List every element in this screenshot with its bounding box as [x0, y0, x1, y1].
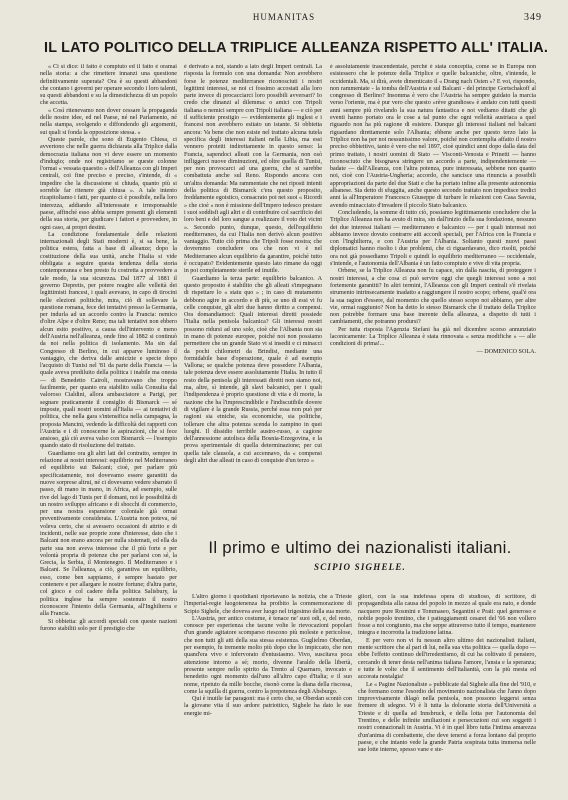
article-byline: SCIPIO SIGHELE. [313, 562, 407, 572]
page-number: 349 [524, 12, 542, 23]
article-column-1 [40, 64, 177, 788]
paragraph: Per tutta risposta l'Agenzia Stefani ha già nel dicembre scorso annunziato laconicamente: La Triplice Alleanza è stata rinnovata « senza modifiche » — alle condizioni di prima!... [330, 326, 536, 348]
paragraph: « Ci si dice: il fatto è compiuto ed il fatto è oramai nella storia: a che rimettere innanzi una questione definitivamente superata? Ora è su questi abbandoni che contano i governi per operare secondo i loro talenti, su questi abbandoni e su la dimestichezza di un popolo che accetta. [40, 64, 177, 107]
paragraph: Le « Pagine Nazionaliste » pubblicate dal Sighele alla fine del '910, e che formano come l'esordio del movimento nazionalista che l'anno dopo improvvisamente dilagò nella penisola, non possono leggersi senza fremere di sdegno. Vi è li tutta la dolorante storia dell'Università a Trieste e di quella ad Innsbruck, e della lotta per l'autonomia del Trentino, e delle infinite umiliazioni e persecuzioni cui son soggetti i nostri connazionali in Austria. Vi è in quel libro tutta l'intima amarezza d'un'anima di combattente, che deve tenersi a forza lontano dal proprio paese, e che intanto vede la grande Patria sospirata tutta immersa nelle sue lotte interne, spesso vane e ste- [358, 681, 536, 754]
paragraph: La condizione fondamentale delle relazioni internazionali degli Stati moderni è, si sa bene, la politica estera, fatta a base di alleanze; dopo la costituzione della sua unità, anche l'Italia si vide obbligata a seguire questa tendenza della storia contemporanea e ben presto fu costretta a provvedere a tale modo, la sua sicurezza. Dal 1877 al 1881 il governo Depretis, per potere reagire alle velleità dei legittimisti francesi, i quali avevano, in capo di tirocini nelle elezioni politiche, mira, ciò di sollevare la questione romana, fece dei tentativi presso la Germania, per indurla ad un accordo contro la Francia: nemico d'oltre Alpe e d'oltre Reno; ma tali tentativi non ebbero alcun esito positivo, a causa dell'intervento e meno dell'Austria nell'alleanza, onde fino al 1882 si continuò da noi nella politica di isolamento. Ma sin dal Congresso di Berlino, in cui apparve luminoso il vantaggio, che deriva dalle amicizie e specie dopo l'acquisto di Tunisi nel '81 da parte della Francia — la quale aveva prediluito della politica i inabile ma onesta — di Benedetto Cairoli, mostravano che troppo facilmente, per quanto era stabilito sulla Consulta dal valoroso Cialdini, allora ambasciatore a Parigi, per segnare praticamente il consiglio di Bismarck — sé imposte, quali nostri uomini all'Italia — ai tentativi di politica, che nella gara s'intensifica nella campagna, la proposta Mancini, vedendo la difficoltà dei rapporti con l'Austria e i di conoscerne le aspirazioni, che si fece ansioso, già ciò aveva valso con Bismarck — l'esempio quando stato di risoluzione del trattato. [40, 231, 177, 450]
paragraph: « Così ritenevamo non dover cessare la propaganda delle nostre idee, ed nel Paese, né nel Parlamento, né nella stampa, svolgendo e diffondendo gli argomenti, sui quali si fonda la opposizione stessa. » [40, 107, 177, 136]
paragraph: Queste parole, che sono di Eugenio Chiesa, ci avvertono che nelle guerra dichiarata alla Triplice dalla democrazia italiana non vi deve essere un momento d'indugio; onde noi registriamo se queste colonne l'ormai « vessata quaestio » dell'Alleanza con gli Imperi centrali, coi fine preciso e preciso, s'intende, di « impedire che la discussione si chiuda, quanto più si sorreble far ritenere già chiusa ». A tale intento ricapitoliamo i fatti, per quanto ci è possibile, nella loro interezza, addiando all'interessate e irresponsabile paese, affinché esso abbia sempre presenti gli elementi della sua storia, per giudicare i fattori e provvedere, in ogni caso, ai propri destini. [40, 136, 177, 231]
paragraph: gliori, con la sua indefessa opera di studioso, di scrittore, di propagandista alla causa del popolo in mezzo al quale era nato, e donde nacquero pure Rosmini e Tommaseo, Segantini e Prati: quel generoso e nobile popolo trentino, che i patteggiamenti cesarei del '66 non vollero fosse a noi congiunto, ma che seppe attraverso tutto il tempo, mantenere integra e incorrotta la tradizione latina. [358, 594, 536, 637]
article-column-3 [330, 64, 536, 528]
running-header [0, 12, 568, 26]
article-column-2 [184, 64, 322, 528]
paragraph: è derivato a noi, stando a lato degli Imperi centrali. La risposta la formulo con una domanda: Non avrebbero forse le potenze mediterranee riconosciuti i nostri legittimi interessi, se noi ci fossimo accostati alla loro parte invece di procacciarci loro possibili avversari? Io credo che dinanzi al dilemma: o amici con Tripoli italiana o nemici sempre con Tripoli italiana — e ciò per il sufficiente prestigio — evidentemente gli inglesi e i francesi non avrebbero esitato un istante. Si obbietta ancora: Va bene che non esiste nel trattato alcuna tutela specifica degli interessi italiani nella Libia, ma essi vennero protetti indirettamente in questo senso: la Francia, sapendoci alleati con la Germania, non osò infliggerci nuove diminuzioni, ed oltre quella di Tunisi, per non provocarci ad una guerra, che si sarebbe combattuta anche sul Reno. Rispondo ancora con un'altra domanda: Ma rammentate che nei riposti intenti della politica di Bismarck c'era questo proposito, freddamente egoistico, consacrato poi nei suoi « Ricordi » che cioè « non è missione dell'Impero tedesco prestare i suoi soddisfi agli altri e di contribuire col sacrificio dei loro beni e del loro sangue a realizzare il voto dei vicini ». Secondo punto, dunque, questo, dell'equilibrio mediterraneo, da cui l'Italia non derivò alcun positivo vantaggio. Tutto ciò prima che Tripoli fosse nostra; che dovremmo concludere ora che non vi è nel Mediterraneo alcun equilibrio da garantire, poiché tutto è occupato? Evidentemente questo lato rimane da oggi in poi completamente sterile ed inutile. [184, 64, 322, 275]
paragraph: Guardiamo ora gli altri lati del contratto, sempre in relazione ai nostri interessi: equilibrio nel Mediterraneo ed equilibrio sui Balcani; cioè, per parlare più specificatamente, noi dovevamo essere garantiti da nuove sorprese altrui, né ci dovevamo vedere sbarrato il passo, di mano in mano, in Africa, ad esempio, sulle rive del lago di Tunis per il domani, noi le possibilità di un nostro sviluppo africano e di sbocchi di commercio, per una nostra espansione coloniale già ormai preventivamente considerata. L'Austria non poteva, né voleva certo, che si avessero occasioni di attrito e di incidenti, nelle sue proprie zone d'interesse, dato che i Balcani non erano ancora per nulla sistemati, ed ella da parte sua non aveva interesse che il più forte e per volontà propria di potenze che per parlarsi con sé, la Grecia, la Serbia, il Montenegro. Il Mediterraneo e i Balcani. Se l'alleanza, a ciò, garantiva un equilibrio, esso, come ben sappiamo, è sempre bastato per contenere e per allargare le nostre fortune; d'altra parte, col gioco e col cadere della politica Salisbury, la politica inglese ha sempre sostenuto il nostro riconoscere l'intento della Germania, all'Inghilterra e alla Francia. [40, 450, 177, 618]
paragraph: Si obbietta: gli accordi speciali con queste nazioni furono stabiliti solo per il prestigio che [40, 618, 177, 632]
paragraph: Guardiamo la terza parte: equilibrio balcanico. A questo proposito è stabilito che gli alleati s'impegnano di rispettare lo « statu quo » ; in caso di mutamento debbono agire in accordo e di più, se uno di essi vi fu celle conquiste, gli altri due hanno diritto a compensi. Ora domandiamoci: Quali interessi diretti possiede l'Italia nella penisola balcanica? Gli interessi nostri possono ridursi ad uno solo, cioè che l'Albania non sia in mano di potenze europee, poiché noi non possiamo permettere che un grande Stato vi si insedii e ci minacci da pochi chilometri da Brindisi, mediante una formidabile base d'operazione, quale è ad esempio Vallona; se qualche potenza deve possedere l'Albania, tale potenza deve essere assolutamente l'Italia. In tutto il resto della penisola gli interessati diretti non siamo noi, ma, altre, sì intende, gli slavi balcanici, per i quali l'indipendenza è proprio questione di vita e di morte, la nazione che ha l'imprescindibile e l'indiscutibile dovere di vigilare è la grande Russia, perché essa non può per ragioni sia etniche, sia economiche, sia politiche, tollerare che altra potenza scenda lo zampino in quei luoghi. Il dissidio terribile austro-russo, a cagione dell'annessione autolisca della Bosnia-Erzegovina, e la prova sperimentale di quella determinazione; per cui quella tale clausola, a cui accennavo, da « compensi degli altri due alleati in caso di conquiste d'un terzo » [184, 275, 322, 465]
paragraph: è assolutamente trascendentale, perché è stata concepita, come se in Europa non esistessero che le potenze della Triplice e quelle balcaniche, oltre, s'intende, le occidentali. Ma, si dirà, avete dimenticato il « Drang nach Osten »? E voi, rispondo, non rammentate - la tomba dell'Austria e sul Balcani - del principe Gortschakoff al congresso di Berlino? Insomma è vero che l'Austria ha sempre guidato la marcia verso l'oriente, ma è pur vero che questo «rève grandiose» è andato con tutti questi anni sempre più rivelando la sua natura fantastica e noi vediamo ditatti che gli eventi hanno portato ora le cose a tal punto che ogni velleità austriaca a quel riguardo non ha più ragione di esistere. Dunque gli interessi italiani nel balcani riguardano direttamente solo l'Albania; ebbene anche per questo terzo lato la Triplice non ha per noi nessunissimo valore, poiché non contemplia affatto il nostro preciso obbiettivo, tanto è vero che nel 1897, cioè quindici anni dopo dalla data del primo trattato, i nostri uomini di Stato — Visconti-Venosta e Prinetti — hanno riconosciuto che bisognava stringere un accordo a parte, indipendentemente — badate — dall'Alleanza, con l'altra potenza, pure interessata, sebbene non quanto noi, cioè con l'Austria-Ungheria; accordo, che sancisce una rinuncia a possibili appropriazioni da parte del due Stati e che ha portato infine alla presente autonomia albanese. Sia detto di sfuggita, anche questo secondo trattato non impedisce tredici anni la all'Imperatore Francesco Giuseppe di turbare le relazioni con Casa Savoia, avendo minacciato d'invadere il piccolo Stato balcanico. [330, 64, 536, 209]
paragraph: L'altro giorno i quotidiani riportavano la notizia, che a Trieste l'imperial-regie luogotenenza ha proibito la commemorazione di Scipio Sighele, che doveva aver luogo nel trigesimo della sua morte. [184, 594, 352, 615]
journal-title: HUMANITAS [252, 12, 316, 22]
article2-column-2 [358, 594, 536, 788]
paragraph: E per vero non vi fu nessun altro ultimo dei nazionalisti italiani, mente scrittore che al pari di lui, nella sua vita politica — quella dopo — ebbe l'effetto continuo dell'irredentismo, di cui ha coltivato il pensiero, cercando di tener desta nell'anima italiana l'amore, l'ansia e la speranza; e tutte le volte che il sentimento dell'italianità, con la più mesta ed accorata nostalgia! [358, 637, 536, 681]
paragraph: L'Austria, per antico costume, è tenace ne' suoi odi, e, del resto, conosce per esperienza che tacune volte le rievocazioni popolari d'un grande agitatore scomparso riescono più moleste e pericolose, che non tutti gli atti della sua stessa esistenza. Guglielmo Oberdan, per esempio, fu tremente molto più dopo che lo impiccato, che non quand'era vivo e infervorato d'entusiasmo. Vivo, suscitava poca attenzione intorno a sé; morto, divenne l'araldo della libertà, presente sempre nello spirito da Trento al Quarnaro, invocato e benedetto ogni momento dall'uno all'altro capo d'Italia; e il suo nome, ripetuto da mille bocche, risonò come la diana della riscossa, come la squilla di guerra, contro la prepotenza degli Absburgo. [184, 615, 352, 695]
article2-column-1 [184, 594, 352, 788]
author-signature: — DOMENICO SOLA. [476, 348, 536, 355]
paragraph: Qui è inutile far paragoni: ma è certo che, se Oberdan scontò con la giovane vita il suo ardore patriottico, Sighele ha dato le sue energie mi- [184, 696, 352, 717]
article-headline-2: Il primo e ultimo dei nazionalisti italiani. [208, 538, 512, 557]
paragraph: Concludendo, la somme di tutto ciò, possiamo legittimamente concludere che la Triplice Alleanza non ha avuto di mira, sin dall'inizio della sua fondazione, nessuno dei due interessi italiani — mediterraneo e balcanico — per i quali interessi noi abbiamo invece dovuto contrarre atti accordi speciali, per l'Africa con la Francia e con l'Inghilterra, e con l'Austria per l'Albania. Soltanto questi nuovi passi diplomatici hanno risolto i due problemi, che ci riguardavano, dico risolti, poiché ora noi già possediamo Tripoli e quindi lo equilibrio mediterraneo — occidentale, s'intende, e l'autonomia dell'Albania è un fatto compiuto e vive di vita propria. [330, 209, 536, 268]
article-headline: IL LATO POLITICO DELLA TRIPLICE ALLEANZA RISPETTO ALL' ITALIA. [44, 40, 549, 56]
paragraph: Orbene, se la Triplice Alleanza non fu capace, sin dalla nascita, di proteggere i nostri interessi, a che cosa ci può servire oggi che quegli interessi sono a noi fortemente garantiti? In altri termini, l'Alleanza con gli Imperi centrali s'è rivelata strumento intrinsecamente inadatto a raggiungere il nostro scopo; orbene, qual'è ora la sua ragion d'essere, dal momento che quello stesso scopo noi abbiamo, per altre vie, ormai raggiunto? Non ha detto lo stesso Bismarck che il trattato della Triplice non potrebbe formare una base inerente della alleanza, a dispetto di tutti i cambiamenti, che potranno prodursi? [330, 268, 536, 326]
